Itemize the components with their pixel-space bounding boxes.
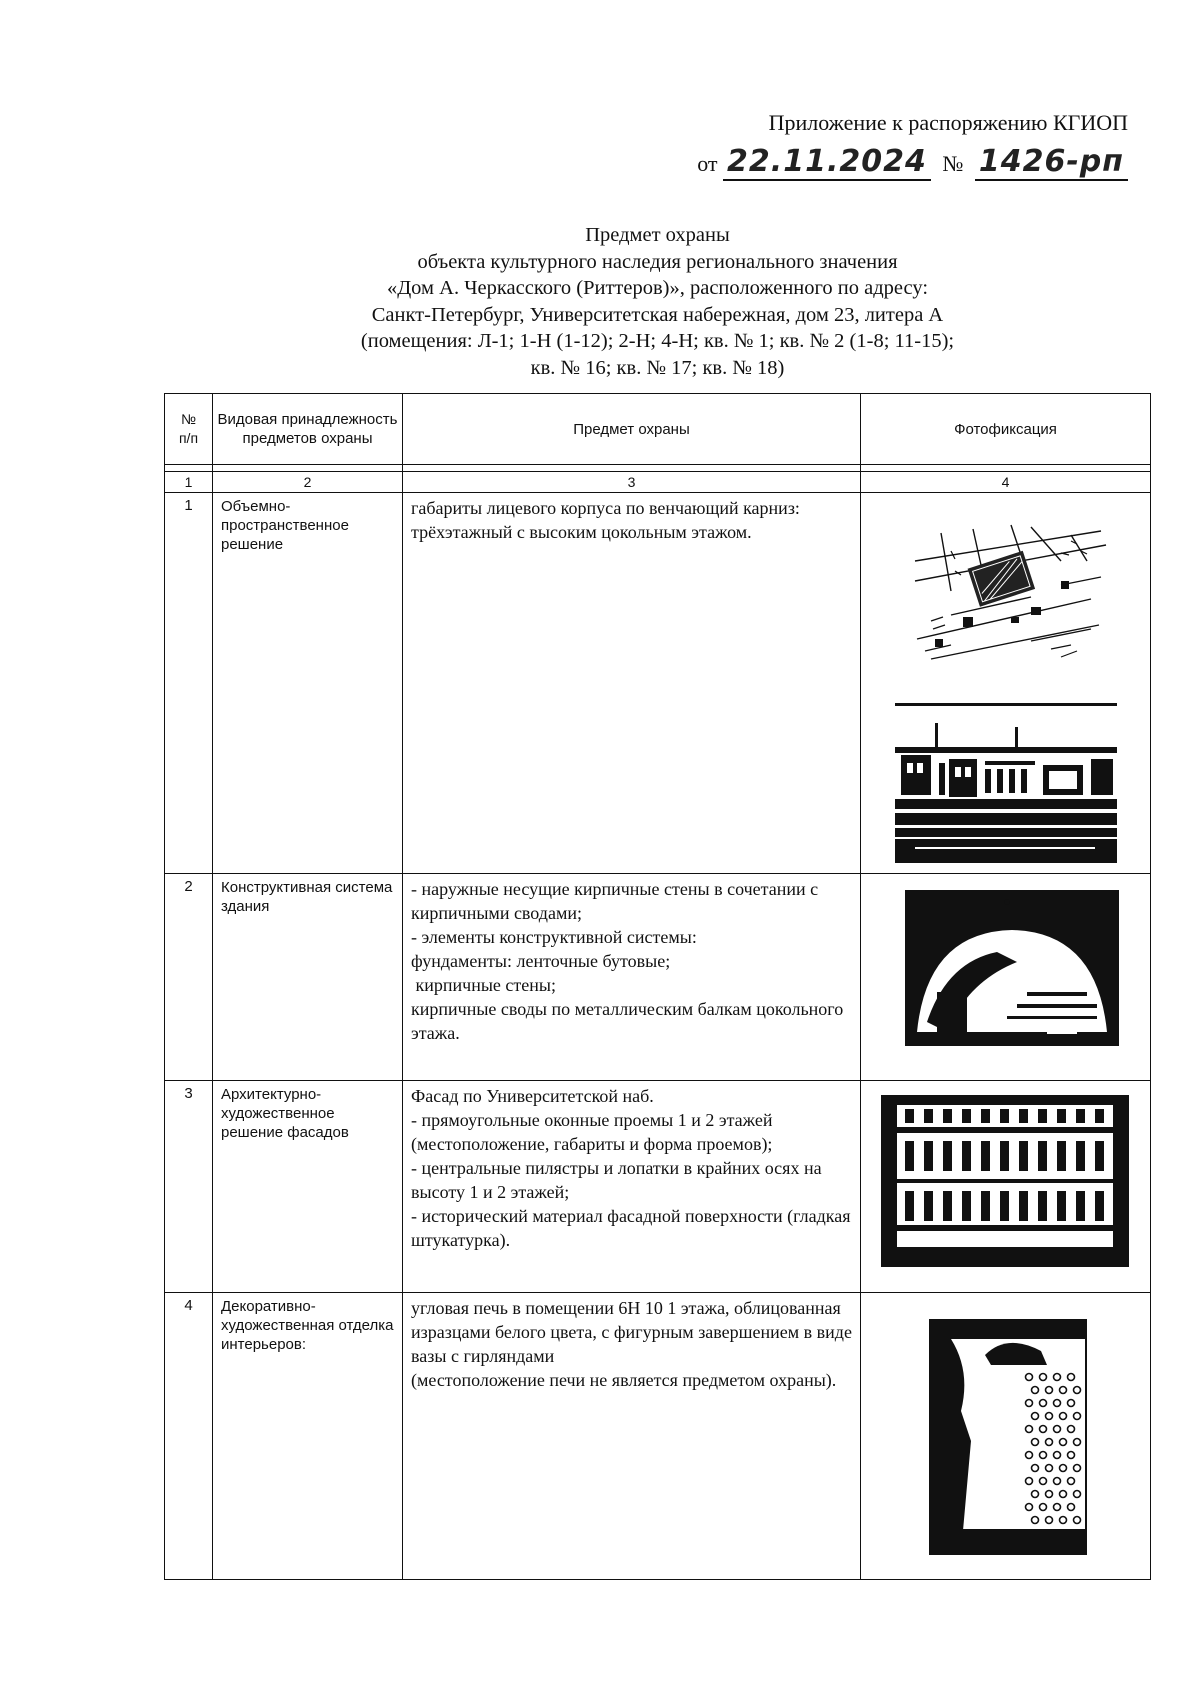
column-number: 2 [213,472,403,493]
row-number: 1 [165,493,213,874]
facade-window [962,1109,971,1123]
column-number-row [165,472,1151,493]
facade-window [981,1109,990,1123]
facade-window [1019,1109,1028,1123]
row-photos [861,1081,1151,1293]
facade-window [1019,1141,1028,1171]
facade-window [1095,1109,1104,1123]
facade-window [1057,1191,1066,1221]
facade-window [943,1191,952,1221]
site-plan-map [911,521,1111,669]
header-num: № п/п [165,394,213,465]
brick-vault-photo [905,890,1119,1046]
document-header [697,108,1128,184]
facade-window [943,1109,952,1123]
subject-line: Фасад по Университетской наб. [411,1086,654,1106]
row-type: Объемно-пространственное решение [213,493,403,874]
facade-window [924,1191,933,1221]
table-row [165,874,1151,1081]
row-photos [861,1293,1151,1580]
subject-line: кирпичные своды по металлическим балкам цокольного этажа. [411,999,844,1043]
header-type: Видовая принадлежность предметов охраны [213,394,403,465]
facade-window [962,1191,971,1221]
row-type: Конструктивная система здания [213,874,403,1081]
facade-window [1000,1141,1009,1171]
title-line: «Дом А. Черкасского (Риттеров)», расположенного по адресу: [386,277,929,299]
facade-window [1076,1141,1085,1171]
facade-window [1019,1191,1028,1221]
facade-window [1000,1191,1009,1221]
facade-window [1057,1109,1066,1123]
column-number: 4 [861,472,1151,493]
facade-window [905,1141,914,1171]
facade-window [1076,1109,1085,1123]
facade-window [1038,1191,1047,1221]
facade-window [943,1141,952,1171]
document-title [165,222,1150,381]
row-subject [403,493,861,874]
row-number: 3 [165,1081,213,1293]
facade-window [981,1191,990,1221]
subject-line: - центральные пилястры и лопатки в крайних осях на высоту 1 и 2 этажей; [411,1158,822,1202]
number-label: № [942,151,964,176]
facade-window [1057,1141,1066,1171]
title-line: кв. № 16; кв. № 17; кв. № 18) [530,356,785,379]
protection-subject-table [164,393,1151,1580]
order-date: 22.11.2024 [723,145,931,181]
facade-window [981,1141,990,1171]
row-subject [403,874,861,1081]
column-number: 3 [403,472,861,493]
order-number: 1426-рп [975,145,1128,181]
facade-window [962,1141,971,1171]
subject-line: - наружные несущие кирпичные стены в сочетании с кирпичными сводами; [411,879,819,923]
subject-line: - исторический материал фасадной поверхности (гладкая штукатурка). [411,1206,851,1250]
facade-window [1095,1191,1104,1221]
facade-window [905,1191,914,1221]
subject-line: - элементы конструктивной системы: [411,927,697,947]
appendix-title: Приложение к распоряжению КГИОП [768,110,1128,135]
facade-window [1076,1191,1085,1221]
facade-window [1038,1109,1047,1123]
header-separator [165,465,1151,472]
table-row [165,1293,1151,1580]
order-line [697,144,1128,184]
header-photo: Фотофиксация [861,394,1151,465]
tiled-stove-photo [929,1319,1087,1555]
embankment-facade-photo [895,703,1117,863]
facade-window [1000,1109,1009,1123]
row-subject [403,1081,861,1293]
facade-window [924,1141,933,1171]
title-line: Предмет охраны [585,224,730,246]
row-photos [861,874,1151,1081]
row-number: 4 [165,1293,213,1580]
facade-window [1038,1141,1047,1171]
row-type: Декоративно-художественная отделка интерьеров: [213,1293,403,1580]
subject-line: - прямоугольные оконные проемы 1 и 2 этажей (местоположение, габариты и форма проемов); [411,1110,773,1154]
title-line: Санкт-Петербург, Университетская набережная, дом 23, литера А [371,303,944,326]
subject-line: угловая печь в помещении 6Н 10 1 этажа, облицованная изразцами белого цвета, с фигурным завершением в виде вазы с гирляндами [411,1298,852,1366]
row-number: 2 [165,874,213,1081]
table-header-row [165,394,1151,465]
date-label: от [697,151,718,176]
title-line: (помещения: Л-1; 1-Н (1-12); 2-Н; 4-Н; кв. № 1; кв. № 2 (1-8; 11-15); [360,330,955,352]
table-row [165,493,1151,874]
facade-window [1095,1141,1104,1171]
column-number: 1 [165,472,213,493]
subject-line: фундаменты: ленточные бутовые; [411,951,671,971]
title-line: объекта культурного наследия регионального значения [417,250,898,273]
table-row [165,1081,1151,1293]
main-facade-photo [881,1095,1129,1267]
row-photos [861,493,1151,874]
header-subject: Предмет охраны [403,394,861,465]
subject-line: габариты лицевого корпуса по венчающий карниз: трёхэтажный с высоким цокольным этажом. [411,498,800,542]
subject-line: кирпичные стены; [411,975,556,995]
facade-window [924,1109,933,1123]
row-type: Архитектурно-художественное решение фасадов [213,1081,403,1293]
subject-line: (местоположение печи не является предметом охраны). [411,1370,837,1390]
facade-window [905,1109,914,1123]
row-subject [403,1293,861,1580]
